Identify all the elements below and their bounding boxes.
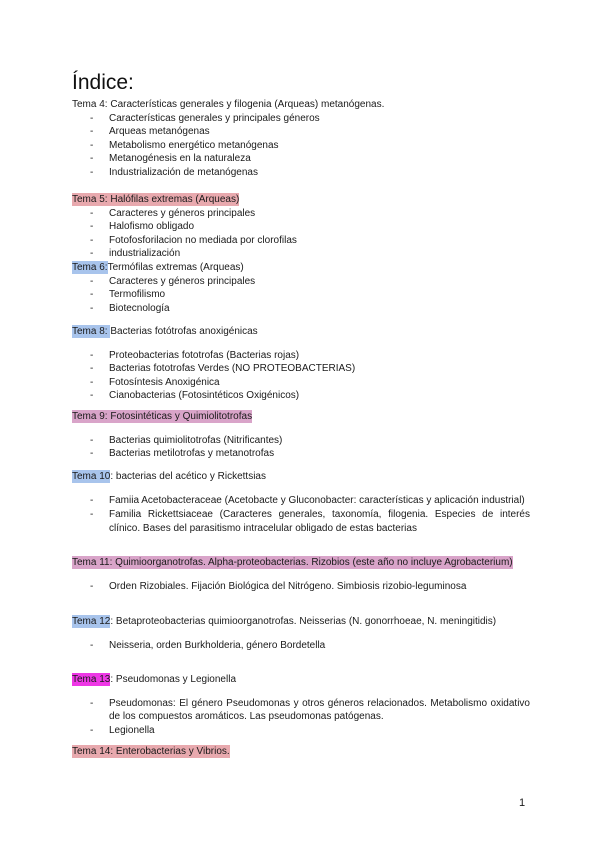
item-list — [72, 494, 530, 536]
page-number: 1 — [519, 797, 526, 809]
section-tema-9 — [72, 410, 530, 461]
list-item: - Pseudomonas: El género Pseudomonas y otros géneros relacionados. Metabolismo oxidativo de los compuestos aromáticos. Las pseudomonas patógenas. — [72, 697, 530, 724]
section-tema-13 — [72, 673, 530, 737]
heading-highlight: Tema 14: Enterobacterias y Vibrios. — [72, 746, 230, 757]
list-item: - Orden Rizobiales. Fijación Biológica del Nitrógeno. Simbiosis rizobio-leguminosa — [72, 580, 530, 594]
item-list — [72, 580, 530, 594]
heading-highlight: Tema 11: Quimioorganotrofas. Alpha-proteobacterias. Rizobios (este año no incluye Agrobacterium) — [72, 557, 513, 568]
heading-text: : Betaproteobacterias quimioorganotrofas. Neisserias (N. gonorrhoeae, N. meningitidis) — [110, 616, 497, 627]
section-tema-10 — [72, 470, 530, 535]
section-tema-6 — [72, 261, 530, 315]
list-item: - Famiia Acetobacteraceae (Acetobacte y Gluconobacter: características y aplicación industrial) — [72, 494, 530, 508]
heading-text: Termófilas extremas (Arqueas) — [107, 262, 244, 273]
heading-highlight: Tema 13 — [72, 674, 111, 685]
section-heading — [72, 325, 530, 339]
heading-highlight: Tema 10 — [72, 471, 111, 482]
list-item: - Caracteres y géneros principales — [72, 207, 530, 221]
section-tema-11 — [72, 556, 530, 593]
item-list — [72, 349, 530, 403]
section-heading — [72, 261, 530, 275]
list-item: - Fotosíntesis Anoxigénica — [72, 376, 530, 390]
list-item: - Legionella — [72, 724, 530, 738]
section-heading — [72, 98, 530, 112]
item-list — [72, 207, 530, 261]
section-heading — [72, 615, 530, 629]
item-list — [72, 275, 530, 316]
item-list — [72, 434, 530, 461]
section-heading — [72, 470, 530, 484]
page-title: Índice: — [72, 71, 134, 94]
heading-highlight: Tema 8: — [72, 326, 111, 337]
list-item: - Metanogénesis en la naturaleza — [72, 152, 530, 166]
item-list — [72, 639, 530, 653]
list-item: - Bacterias metilotrofas y metanotrofas — [72, 447, 530, 461]
list-item: - Bacterias fototrofas Verdes (NO PROTEOBACTERIAS) — [72, 362, 530, 376]
section-heading — [72, 673, 530, 687]
heading-text: : bacterias del acético y Rickettsias — [110, 471, 266, 482]
heading-highlight: Tema 6: — [72, 262, 108, 273]
list-item: - Proteobacterias fototrofas (Bacterias rojas) — [72, 349, 530, 363]
section-heading — [72, 556, 530, 570]
list-item: - industrialización — [72, 247, 530, 261]
heading-highlight: Tema 9: Fotosintéticas y Quimiolitotrofas — [72, 411, 253, 422]
list-item: - Termofilismo — [72, 288, 530, 302]
list-item: - Arqueas metanógenas — [72, 125, 530, 139]
list-item: - Industrialización de metanógenas — [72, 166, 530, 180]
list-item: - Biotecnología — [72, 302, 530, 316]
list-item: - Neisseria, orden Burkholderia, género Bordetella — [72, 639, 530, 653]
item-list — [72, 112, 530, 180]
section-heading — [72, 745, 530, 759]
list-item: - Características generales y principales géneros — [72, 112, 530, 126]
list-item: - Familia Rickettsiaceae (Caracteres generales, taxonomía, filogenia. Especies de interés clínico. Bases del parasitismo intracelular obligado de estas bacterias — [72, 508, 530, 535]
item-list — [72, 697, 530, 738]
list-item: - Halofismo obligado — [72, 220, 530, 234]
section-tema-5 — [72, 193, 530, 261]
list-item: - Cianobacterias (Fotosintéticos Oxigénicos) — [72, 389, 530, 403]
list-item: - Metabolismo energético metanógenas — [72, 139, 530, 153]
list-item: - Bacterias quimiolitotrofas (Nitrificantes) — [72, 434, 530, 448]
list-item: - Fotofosforilacion no mediada por clorofilas — [72, 234, 530, 248]
section-heading — [72, 193, 530, 207]
section-tema-12 — [72, 615, 530, 652]
section-tema-4 — [72, 98, 530, 179]
heading-highlight: Tema 5: Halófilas extremas (Arqueas) — [72, 194, 240, 205]
heading-text: Bacterias fotótrofas anoxigénicas — [110, 326, 258, 337]
heading-highlight: Tema 12 — [72, 616, 111, 627]
heading-text: : Pseudomonas y Legionella — [110, 674, 236, 685]
list-item: - Caracteres y géneros principales — [72, 275, 530, 289]
section-heading — [72, 410, 530, 424]
section-tema-8 — [72, 325, 530, 403]
heading-text: Tema 4: Características generales y filogenia (Arqueas) metanógenas. — [72, 99, 385, 110]
section-tema-14 — [72, 745, 530, 759]
